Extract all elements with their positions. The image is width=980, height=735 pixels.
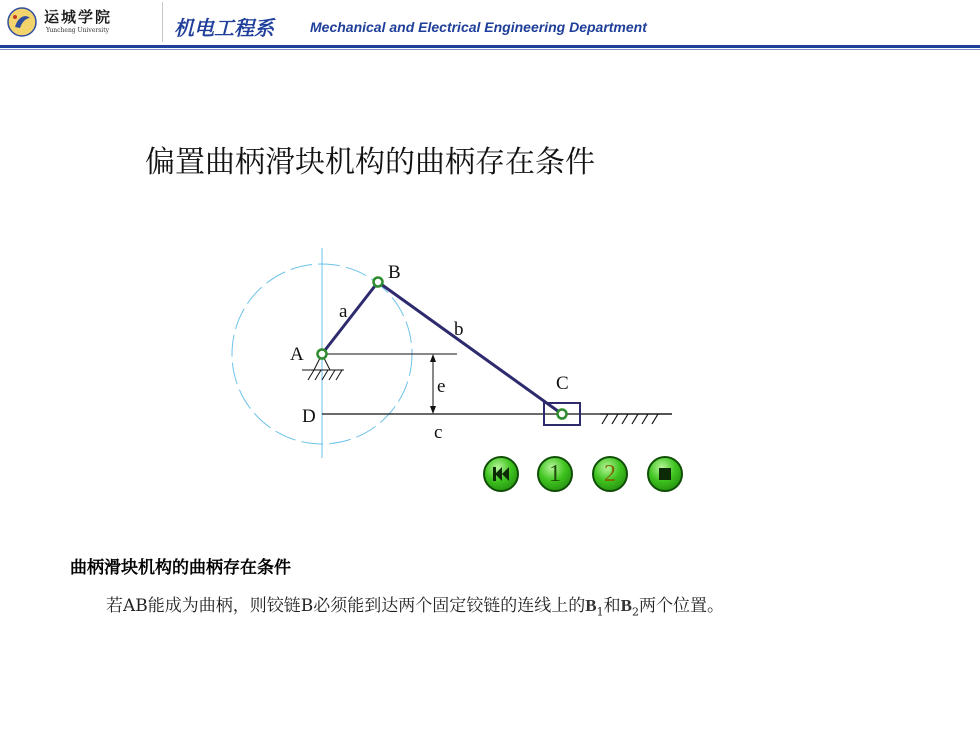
header-divider — [162, 2, 163, 42]
slide-title: 偏置曲柄滑块机构的曲柄存在条件 — [145, 145, 595, 180]
rewind-button[interactable] — [483, 456, 519, 492]
body-prefix: 若AB能成为曲柄，则铰链B必须能到达两个固定铰链的连线上的 — [106, 596, 586, 616]
ground-hatch-right — [600, 414, 672, 424]
label-c-line: c — [434, 422, 443, 443]
b2-subscript: 2 — [631, 605, 639, 619]
department-name-en: Mechanical and Electrical Engineering Department — [310, 19, 647, 35]
department-name-cn: 机电工程系 — [174, 16, 274, 40]
step-1-label: 1 — [549, 460, 561, 487]
offset-arrow-bottom — [430, 406, 436, 414]
step-2-label: 2 — [604, 460, 616, 487]
b2-symbol: B — [620, 596, 632, 615]
joint-b — [374, 278, 383, 287]
header-bar — [0, 0, 980, 48]
label-b: B — [388, 262, 401, 283]
step-1-button[interactable] — [537, 456, 573, 492]
label-a-link: a — [339, 301, 348, 322]
section-title: 曲柄滑块机构的曲柄存在条件 — [70, 558, 291, 578]
step-2-button[interactable] — [592, 456, 628, 492]
logo-subtitle: Yuncheng University — [46, 27, 110, 34]
label-e: e — [437, 376, 446, 397]
crank-ab — [322, 282, 378, 354]
logo-name: 运城学院 — [44, 8, 113, 26]
body-text — [106, 591, 724, 618]
b1-subscript: 1 — [596, 605, 604, 619]
university-logo — [0, 0, 162, 44]
b1-symbol: B — [585, 596, 597, 615]
label-a: A — [290, 344, 304, 365]
stop-button[interactable] — [647, 456, 683, 492]
offset-arrow-top — [430, 354, 436, 362]
label-b-link: b — [454, 319, 464, 340]
body-suffix: 两个位置。 — [638, 596, 724, 616]
rewind-icon — [489, 462, 513, 486]
seal-icon — [6, 6, 38, 38]
header-rule — [0, 45, 980, 48]
stop-icon — [653, 462, 677, 486]
label-d: D — [302, 406, 316, 427]
joint-c — [558, 410, 567, 419]
ground-hatch-a — [302, 370, 344, 380]
header-rule-thin — [0, 49, 980, 50]
body-conj: 和 — [603, 596, 621, 616]
coupler-bc — [378, 282, 562, 414]
joint-a — [318, 350, 327, 359]
label-c: C — [556, 373, 569, 394]
slider-crank-diagram — [222, 246, 682, 486]
